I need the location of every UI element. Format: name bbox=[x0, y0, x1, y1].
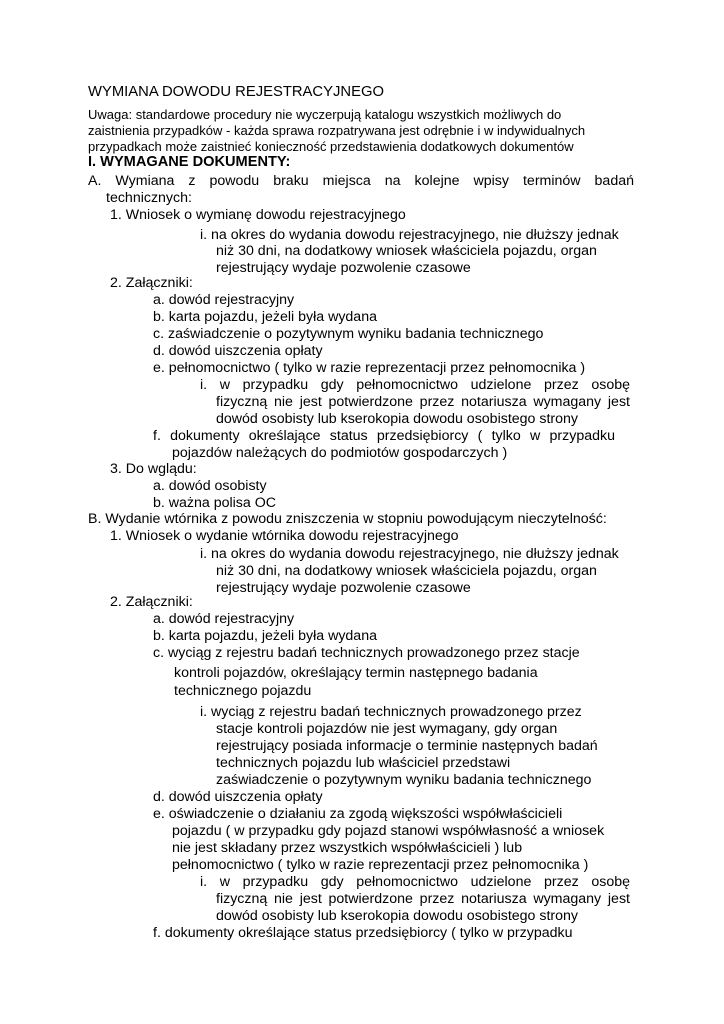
doc-line: dowód osobisty lub kserokopia dowodu osobistego strony bbox=[216, 908, 579, 924]
doc-line: 2. Załączniki: bbox=[110, 594, 193, 610]
doc-line: rejestrujący posiada informacje o terminie następnych badań bbox=[216, 738, 598, 754]
note-line: przypadkach może zaistnieć konieczność przedstawienia dodatkowych dokumentów bbox=[88, 139, 574, 154]
doc-line: d. dowód uiszczenia opłaty bbox=[153, 343, 323, 359]
doc-line: 2. Załączniki: bbox=[110, 275, 193, 291]
doc-line: i. na okres do wydania dowodu rejestracyjnego, nie dłuższy jednak bbox=[200, 227, 619, 243]
doc-line: i. na okres do wydania dowodu rejestracyjnego, nie dłuższy jednak bbox=[200, 546, 619, 562]
doc-line: b. karta pojazdu, jeżeli była wydana bbox=[153, 309, 377, 325]
doc-line: d. dowód uiszczenia opłaty bbox=[153, 789, 323, 805]
note-line: Uwaga: standardowe procedury nie wyczerpują katalogu wszystkich możliwych do bbox=[88, 107, 562, 122]
section-heading: I. WYMAGANE DOKUMENTY: bbox=[88, 154, 291, 170]
doc-line: pojazdu ( w przypadku gdy pojazd stanowi współwłasność a wniosek bbox=[172, 823, 605, 839]
doc-line: b. karta pojazdu, jeżeli była wydana bbox=[153, 628, 377, 644]
doc-line: technicznych pojazdu lub właściciel przedstawi bbox=[216, 755, 511, 771]
doc-line: i. w przypadku gdy pełnomocnictwo udzielone przez osobę bbox=[200, 874, 630, 890]
doc-line: technicznych: bbox=[106, 190, 192, 206]
doc-line: nie jest składany przez wszystkich współwłaścicieli ) lub bbox=[172, 840, 523, 856]
doc-line: 1. Wniosek o wydanie wtórnika dowodu rejestracyjnego bbox=[110, 528, 459, 544]
doc-line: c. wyciąg z rejestru badań technicznych prowadzonego przez stacje bbox=[153, 645, 580, 661]
doc-line: 1. Wniosek o wymianę dowodu rejestracyjnego bbox=[110, 207, 406, 223]
doc-line: i. w przypadku gdy pełnomocnictwo udzielone przez osobę bbox=[200, 377, 630, 393]
doc-line: dowód osobisty lub kserokopia dowodu osobistego strony bbox=[216, 411, 579, 427]
doc-line: pełnomocnictwo ( tylko w razie reprezentacji przez pełnomocnika ) bbox=[172, 857, 589, 873]
doc-line: rejestrujący wydaje pozwolenie czasowe bbox=[216, 580, 471, 596]
doc-line: a. dowód osobisty bbox=[153, 478, 267, 494]
doc-line: c. zaświadczenie o pozytywnym wyniku badania technicznego bbox=[153, 326, 544, 342]
doc-line: fizyczną nie jest potwierdzone przez notariusza wymagany jest bbox=[216, 394, 630, 410]
doc-line: niż 30 dni, na dodatkowy wniosek właściciela pojazdu, organ bbox=[216, 563, 597, 579]
doc-line: f. dokumenty określające status przedsiębiorcy ( tylko w przypadku bbox=[153, 925, 573, 941]
doc-line: zaświadczenie o pozytywnym wyniku badania technicznego bbox=[216, 772, 592, 788]
doc-line: a. dowód rejestracyjny bbox=[153, 292, 295, 308]
doc-line: a. dowód rejestracyjny bbox=[153, 611, 295, 627]
doc-line: stacje kontroli pojazdów nie jest wymagany, gdy organ bbox=[216, 721, 558, 737]
doc-line: e. pełnomocnictwo ( tylko w razie reprezentacji przez pełnomocnika ) bbox=[153, 360, 586, 376]
doc-line: f. dokumenty określające status przedsiębiorcy ( tylko w przypadku bbox=[153, 428, 615, 444]
note-line: zaistnienia przypadków - każda sprawa rozpatrywana jest odrębnie i w indywidualnych bbox=[88, 123, 586, 138]
doc-line: fizyczną nie jest potwierdzone przez notariusza wymagany jest bbox=[216, 891, 630, 907]
document-title: WYMIANA DOWODU REJESTRACYJNEGO bbox=[88, 84, 384, 100]
doc-line: A. Wymiana z powodu braku miejsca na kolejne wpisy terminów badań bbox=[88, 173, 634, 189]
doc-line: B. Wydanie wtórnika z powodu zniszczenia w stopniu powodującym nieczytelność: bbox=[88, 511, 607, 527]
doc-line: b. ważna polisa OC bbox=[153, 495, 277, 511]
doc-line: e. oświadczenie o działaniu za zgodą większości współwłaścicieli bbox=[153, 806, 563, 822]
doc-line: 3. Do wglądu: bbox=[110, 461, 197, 477]
doc-line: niż 30 dni, na dodatkowy wniosek właściciela pojazdu, organ bbox=[216, 243, 597, 259]
doc-line: technicznego pojazdu bbox=[174, 683, 312, 699]
doc-line: rejestrujący wydaje pozwolenie czasowe bbox=[216, 260, 471, 276]
doc-line: kontroli pojazdów, określający termin następnego badania bbox=[174, 665, 538, 681]
doc-line: i. wyciąg z rejestru badań technicznych prowadzonego przez bbox=[200, 704, 582, 720]
doc-line: pojazdów należących do podmiotów gospodarczych ) bbox=[172, 445, 508, 461]
